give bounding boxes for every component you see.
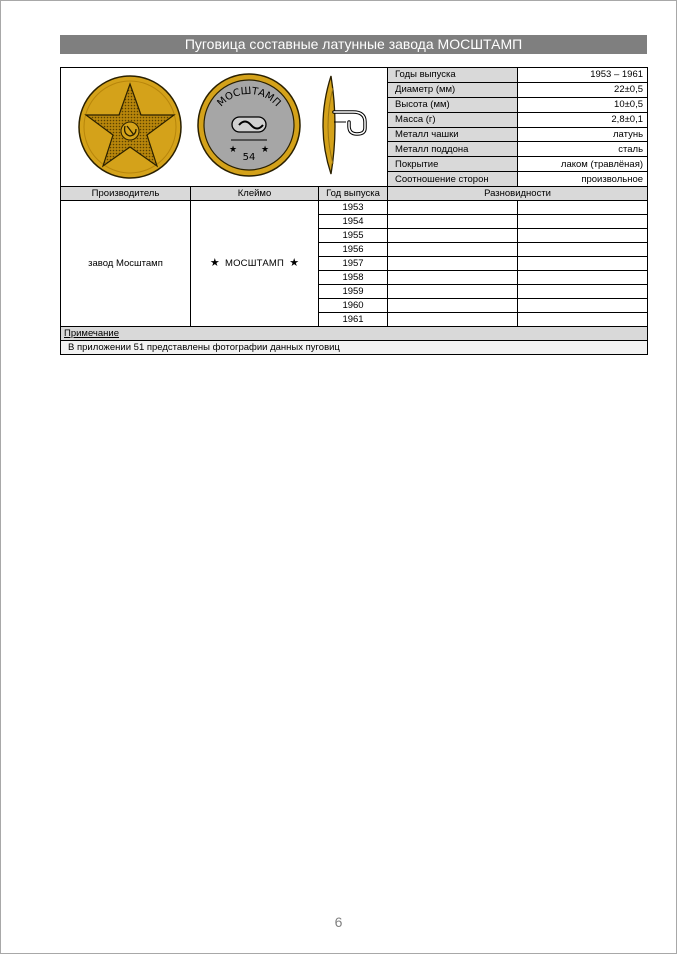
spec-value: 2,8±0,1 (518, 112, 648, 127)
spec-value: 22±0,5 (518, 82, 648, 97)
variant-cell (388, 313, 518, 327)
variant-cell (388, 271, 518, 285)
variant-cell (518, 285, 648, 299)
spec-value: сталь (518, 142, 648, 157)
variant-cell (518, 271, 648, 285)
page-title: Пуговица составные латунные завода МОСШТАМП (60, 35, 647, 54)
variant-cell (518, 257, 648, 271)
button-images (61, 68, 388, 187)
year-cell: 1955 (319, 229, 388, 243)
header-year: Год выпуска (319, 187, 388, 201)
year-cell: 1961 (319, 313, 388, 327)
header-maker: Производитель (61, 187, 191, 201)
spec-value: 1953 – 1961 (518, 68, 648, 83)
variant-cell (388, 285, 518, 299)
spec-label: Соотношение сторон (388, 172, 518, 187)
variant-cell (518, 229, 648, 243)
spec-label: Покрытие (388, 157, 518, 172)
button-images-svg (61, 68, 386, 182)
spec-value: 10±0,5 (518, 97, 648, 112)
back-stamp-icon (198, 74, 300, 176)
star-icon: ★ (289, 257, 300, 269)
year-cell: 1959 (319, 285, 388, 299)
spec-value: латунь (518, 127, 648, 142)
variant-cell (518, 215, 648, 229)
variant-cell (388, 257, 518, 271)
spec-label: Металл поддона (388, 142, 518, 157)
page-number: 6 (334, 914, 343, 930)
spec-label: Металл чашки (388, 127, 518, 142)
star-icon: ★ (209, 257, 220, 269)
variant-cell (388, 229, 518, 243)
spec-value: лаком (травлёная) (518, 157, 648, 172)
year-cell: 1956 (319, 243, 388, 257)
variant-cell (388, 215, 518, 229)
mark-cell (191, 201, 319, 327)
year-cell: 1960 (319, 299, 388, 313)
header-mark: Клеймо (191, 187, 319, 201)
spec-label: Диаметр (мм) (388, 82, 518, 97)
svg-text:★: ★ (261, 145, 270, 155)
variant-cell (518, 201, 648, 215)
header-variants: Разновидности (388, 187, 648, 201)
variant-cell (518, 243, 648, 257)
side-profile-icon (323, 76, 365, 174)
variant-cell (518, 313, 648, 327)
svg-text:★: ★ (229, 145, 238, 155)
button-info-table (60, 67, 648, 355)
year-cell: 1953 (319, 201, 388, 215)
spec-label: Масса (г) (388, 112, 518, 127)
spec-label: Высота (мм) (388, 97, 518, 112)
note-header: Примечание (61, 327, 648, 341)
spec-value: произвольное (518, 172, 648, 187)
year-cell: 1958 (319, 271, 388, 285)
star-hammer-sickle-icon (79, 76, 181, 178)
variant-cell (518, 299, 648, 313)
back-number: 54 (242, 152, 256, 163)
variant-cell (388, 201, 518, 215)
mark-text: МОСШТАМП (224, 258, 285, 269)
variant-cell (388, 299, 518, 313)
variant-cell (388, 243, 518, 257)
year-cell: 1954 (319, 215, 388, 229)
year-cell: 1957 (319, 257, 388, 271)
maker-cell: завод Мосштамп (61, 201, 191, 327)
spec-label: Годы выпуска (388, 68, 518, 83)
note-text: В приложении 51 представлены фотографии данных пуговиц (61, 341, 648, 355)
back-stamp-text: МОСШТАМП (215, 85, 283, 110)
